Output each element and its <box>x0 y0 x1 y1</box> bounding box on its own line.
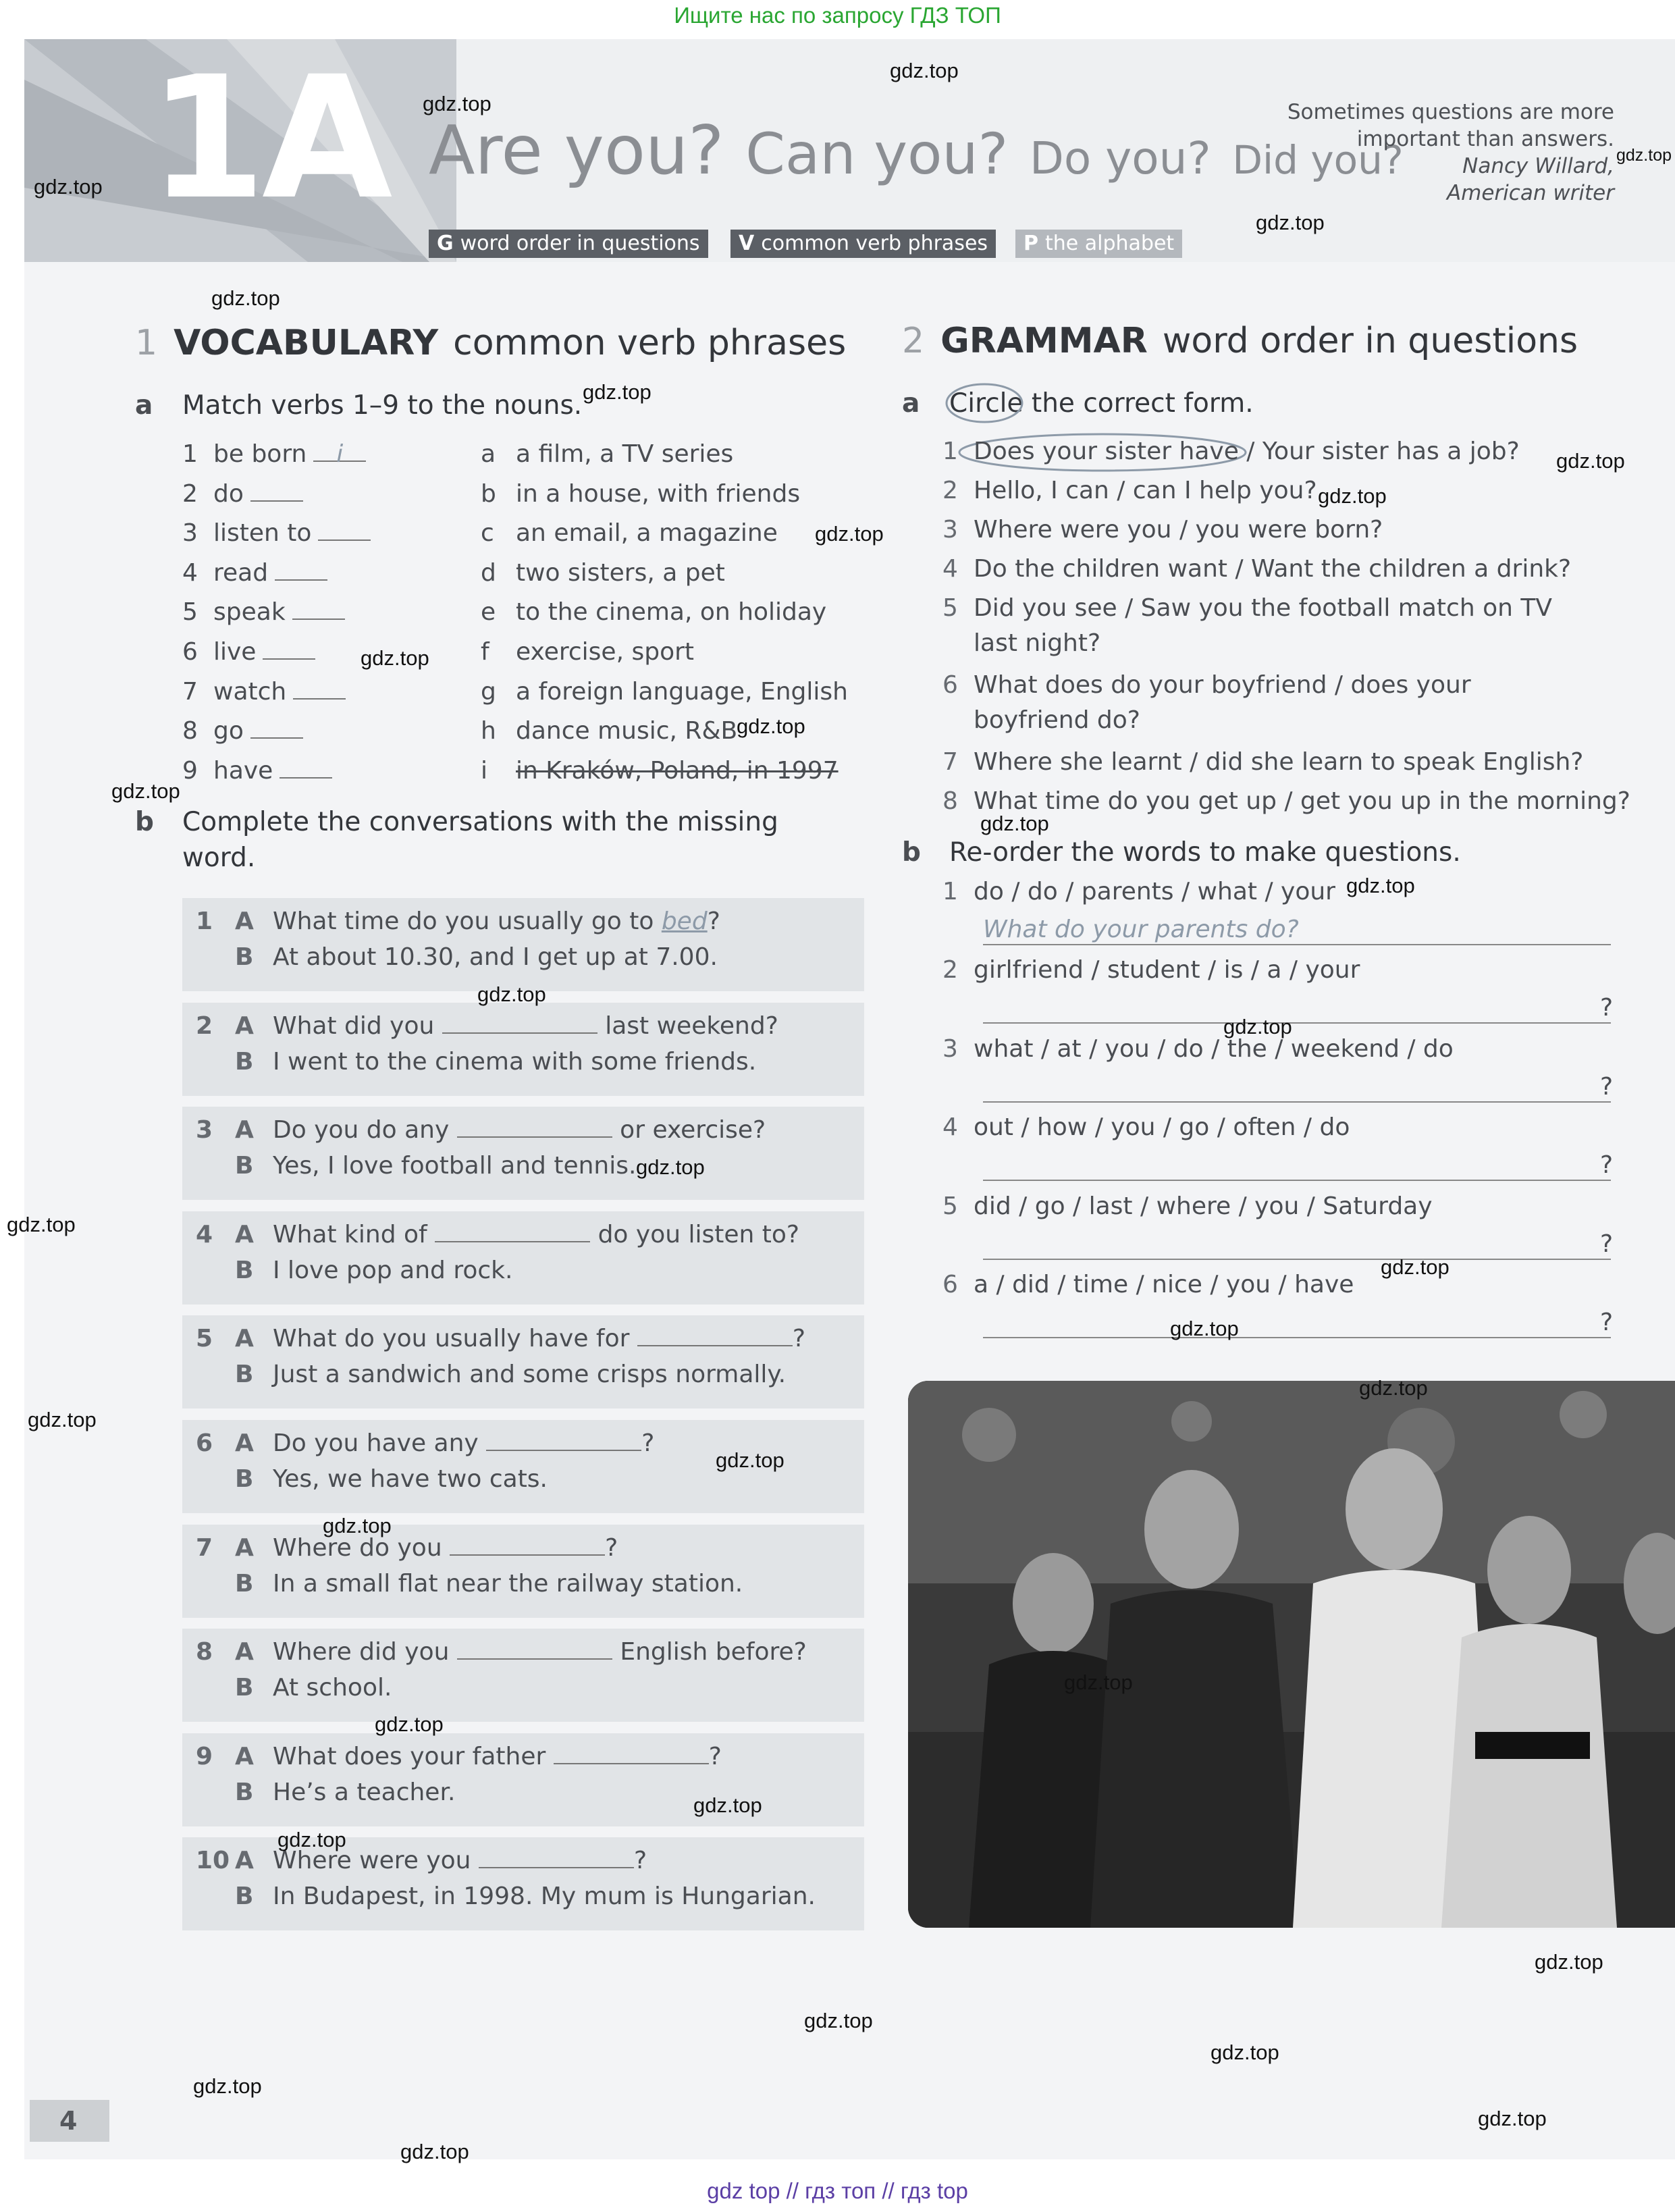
answer-blank[interactable] <box>486 1431 641 1451</box>
watermark: gdz.top <box>211 286 280 310</box>
question-text-end: ? <box>707 907 720 935</box>
question-text-end: last weekend? <box>597 1012 778 1040</box>
item-number: 1 <box>942 878 958 905</box>
conversation-box <box>182 1315 864 1408</box>
conversation-line-a <box>196 1012 778 1040</box>
speaker-b-label: B <box>235 1361 254 1388</box>
noun-text: an email, a magazine <box>516 519 778 547</box>
grammar-item <box>942 516 1383 544</box>
item-number: 7 <box>942 748 958 776</box>
exercise-letter: b <box>902 837 921 868</box>
watermark: gdz.top <box>193 2074 262 2098</box>
words-text: what / at / you / do / the / weekend / do <box>974 1035 1454 1063</box>
instruction-text: Re-order the words to make questions. <box>949 837 1461 868</box>
question-text-start: What kind of <box>273 1221 435 1248</box>
conversation-number: 1 <box>196 907 213 935</box>
item-text: Do the children want / Want the children a drink? <box>974 555 1572 583</box>
speaker-a-label: A <box>235 1221 254 1248</box>
tag-text: the alphabet <box>1045 232 1175 255</box>
verb-number: 8 <box>182 717 198 745</box>
answer-blank[interactable] <box>457 1117 612 1138</box>
quote-author: Nancy Willard, <box>1462 154 1614 178</box>
grammar-item-continued: last night? <box>974 629 1101 657</box>
instruction-text: Complete the conversations with the missing <box>182 807 778 837</box>
watermark: gdz.top <box>693 1793 762 1817</box>
noun-letter: h <box>481 717 496 745</box>
words-text: do / do / parents / what / your <box>974 878 1335 905</box>
item-number: 8 <box>942 787 958 815</box>
speaker-a-label: A <box>235 1534 254 1562</box>
verb-answer-blank[interactable] <box>292 598 345 620</box>
grammar-item <box>942 477 1317 504</box>
watermark: gdz.top <box>1616 146 1672 165</box>
tag-letter: V <box>739 232 755 255</box>
section-number: 1 <box>135 323 158 363</box>
question-text-start: Do you do any <box>273 1116 457 1144</box>
noun-letter: g <box>481 678 496 706</box>
answer-blank[interactable] <box>442 1013 597 1034</box>
watermark: gdz.top <box>890 59 959 82</box>
circle-mark-annotation <box>944 381 1025 425</box>
conversation-number: 4 <box>196 1221 213 1248</box>
verb-row <box>182 559 327 587</box>
item-number: 6 <box>942 1271 958 1298</box>
conversation-box <box>182 1003 864 1096</box>
words-text: girlfriend / student / is / a / your <box>974 956 1360 984</box>
reorder-words <box>942 1113 1350 1141</box>
watermark: gdz.top <box>815 522 884 546</box>
noun-letter: c <box>481 519 494 547</box>
verb-number: 9 <box>182 757 198 785</box>
speaker-b-label: B <box>235 1570 254 1598</box>
question-text-start: Where did you <box>273 1638 457 1666</box>
watermark: gdz.top <box>1535 1950 1603 1974</box>
noun-text: two sisters, a pet <box>516 559 725 587</box>
conversation-line-a <box>196 907 720 935</box>
verb-row <box>182 717 303 745</box>
vocab-exercise-b-instruction-line-2: word. <box>182 843 256 873</box>
item-text: Did you see / Saw you the football match on TV <box>974 594 1552 622</box>
quote-author-role: American writer <box>1446 181 1614 205</box>
friends-photo-illustration <box>908 1381 1675 1928</box>
words-text: did / go / last / where / you / Saturday <box>974 1192 1433 1220</box>
verb-text: speak <box>213 598 286 626</box>
reorder-words <box>942 956 1360 984</box>
grammar-item-continued: boyfriend do? <box>974 706 1140 734</box>
conversation-line-b <box>196 1779 455 1806</box>
quote-line-2: important than answers. <box>1356 127 1614 151</box>
conversation-line-b <box>196 1152 636 1180</box>
instruction-text: Circle the correct form. <box>949 388 1254 419</box>
verb-answer-blank[interactable] <box>250 480 303 502</box>
conversation-number: 8 <box>196 1638 213 1666</box>
section-number: 2 <box>902 321 925 361</box>
instruction-text: Match verbs 1–9 to the nouns. <box>182 390 583 421</box>
question-text-start: Where do you <box>273 1534 450 1562</box>
watermark: gdz.top <box>28 1408 97 1431</box>
conversation-number: 7 <box>196 1534 213 1562</box>
watermark: gdz.top <box>1064 1670 1133 1694</box>
speaker-b-label: B <box>235 1674 254 1702</box>
speaker-a-label: A <box>235 907 254 935</box>
vocab-exercise-a-instruction <box>135 390 582 421</box>
question-text-start: Do you have any <box>273 1429 487 1457</box>
response-text: Yes, we have two cats. <box>273 1465 548 1493</box>
question-text-end: ? <box>641 1429 655 1457</box>
response-text: At about 10.30, and I get up at 7.00. <box>273 943 718 971</box>
speaker-a-label: A <box>235 1743 254 1770</box>
watermark: gdz.top <box>1318 484 1387 508</box>
noun-row <box>481 559 725 587</box>
title-part-2: Can you? <box>745 121 1009 187</box>
verb-number: 6 <box>182 638 198 666</box>
conversation-line-b <box>196 1674 392 1702</box>
question-mark: ? <box>1600 1230 1614 1258</box>
watermark: gdz.top <box>1223 1015 1292 1038</box>
noun-row <box>481 638 694 666</box>
conversation-box <box>182 1629 864 1722</box>
unit-number: 1A <box>149 40 389 236</box>
speaker-b-label: B <box>235 1257 254 1284</box>
speaker-a-label: A <box>235 1429 254 1457</box>
conversation-number: 9 <box>196 1743 213 1770</box>
conversation-line-a <box>196 1325 805 1352</box>
tag-letter: G <box>437 232 454 255</box>
tag-vocabulary <box>730 230 996 258</box>
answer-line[interactable] <box>983 1022 1611 1024</box>
grammar-item <box>942 555 1571 583</box>
conversation-line-b <box>196 1048 756 1076</box>
title-part-4: Did you? <box>1232 137 1404 183</box>
answer-line[interactable] <box>983 944 1611 945</box>
watermark: gdz.top <box>1170 1317 1239 1340</box>
verb-row <box>182 678 346 706</box>
verb-answer-blank[interactable] <box>250 717 303 739</box>
conversation-line-a <box>196 1116 766 1144</box>
question-mark: ? <box>1600 1073 1614 1101</box>
noun-row <box>481 717 737 745</box>
answer-line[interactable] <box>983 1180 1611 1181</box>
item-text: Where were you / you were born? <box>974 516 1383 544</box>
item-number: 1 <box>942 438 958 465</box>
verb-row <box>182 638 315 666</box>
question-text-start: What did you <box>273 1012 442 1040</box>
question-text-end: English before? <box>612 1638 807 1666</box>
response-text: Yes, I love football and tennis. <box>273 1152 637 1180</box>
speaker-a-label: A <box>235 1325 254 1352</box>
grammar-item <box>942 748 1583 776</box>
item-number: 5 <box>942 594 958 622</box>
noun-letter: d <box>481 559 496 587</box>
conversation-line-a <box>196 1743 722 1770</box>
noun-letter: i <box>481 757 488 785</box>
verb-number: 7 <box>182 678 198 706</box>
conversation-box <box>182 1107 864 1200</box>
answer-blank[interactable] <box>450 1535 605 1556</box>
conversation-box <box>182 1211 864 1305</box>
item-text: What time do you get up / get you up in the morning? <box>974 787 1630 815</box>
response-text: Just a sandwich and some crisps normally. <box>273 1361 787 1388</box>
header-search-link[interactable]: Ищите нас по запросу ГДЗ ТОП <box>674 3 1001 28</box>
question-text-start: What time do you usually go to <box>273 907 662 935</box>
question-text-start: What do you usually have for <box>273 1325 637 1352</box>
verb-number: 1 <box>182 440 198 468</box>
answer-line[interactable] <box>983 1259 1611 1260</box>
tag-text: common verb phrases <box>761 232 988 255</box>
question-text-end: ? <box>633 1847 647 1874</box>
watermark: gdz.top <box>1556 449 1625 473</box>
item-number: 2 <box>942 477 958 504</box>
conversation-number: 6 <box>196 1429 213 1457</box>
watermark: gdz.top <box>636 1155 705 1179</box>
question-text-start: What does your father <box>273 1743 554 1770</box>
noun-letter: a <box>481 440 496 468</box>
conversation-line-b <box>196 1257 512 1284</box>
watermark: gdz.top <box>1381 1255 1450 1279</box>
quote-line-1: Sometimes questions are more <box>1287 100 1614 124</box>
question-text-end: do you listen to? <box>590 1221 800 1248</box>
reorder-words <box>942 1271 1354 1298</box>
verb-number: 2 <box>182 480 198 508</box>
response-text: In a small flat near the railway station. <box>273 1570 743 1598</box>
verb-number: 5 <box>182 598 198 626</box>
noun-text: to the cinema, on holiday <box>516 598 827 626</box>
section-keyword: VOCABULARY <box>174 323 439 363</box>
response-text: I went to the cinema with some friends. <box>273 1048 757 1076</box>
watermark: gdz.top <box>1359 1376 1428 1400</box>
conversation-line-a <box>196 1534 618 1562</box>
conversation-box <box>182 1525 864 1618</box>
verb-answer-blank[interactable]: i <box>313 440 366 462</box>
grammar-exercise-b-instruction <box>902 837 1461 868</box>
words-text: a / did / time / nice / you / have <box>974 1271 1354 1298</box>
answer-blank[interactable] <box>435 1222 590 1242</box>
speaker-a-label: A <box>235 1847 254 1874</box>
footer-links[interactable]: gdz top // гдз топ // гдз top <box>707 2178 968 2203</box>
conversation-line-b <box>196 1361 786 1388</box>
conversation-line-a <box>196 1638 807 1666</box>
speaker-b-label: B <box>235 1465 254 1493</box>
exercise-letter: a <box>902 388 920 419</box>
words-text: out / how / you / go / often / do <box>974 1113 1350 1141</box>
watermark: gdz.top <box>804 2009 873 2032</box>
watermark: gdz.top <box>7 1213 76 1236</box>
noun-row <box>481 440 733 468</box>
item-number: 3 <box>942 516 958 544</box>
tag-text: word order in questions <box>460 232 700 255</box>
quote-block <box>1287 99 1614 207</box>
tag-letter: P <box>1023 232 1038 255</box>
watermark: gdz.top <box>423 92 491 115</box>
watermark: gdz.top <box>323 1514 392 1537</box>
conversation-line-b <box>196 1465 548 1493</box>
conversation-line-a <box>196 1429 654 1457</box>
conversation-number: 5 <box>196 1325 213 1352</box>
answer-blank[interactable] <box>479 1848 634 1868</box>
question-text-end: or exercise? <box>612 1116 766 1144</box>
verb-text: go <box>213 717 244 745</box>
conversation-number: 2 <box>196 1012 213 1040</box>
grammar-item <box>942 594 1552 622</box>
noun-letter: e <box>481 598 496 626</box>
watermark: gdz.top <box>361 646 429 670</box>
conversation-number: 10 <box>196 1847 230 1874</box>
watermark: gdz.top <box>1346 874 1415 897</box>
verb-text: watch <box>213 678 287 706</box>
noun-row <box>481 678 848 706</box>
vocabulary-heading <box>135 323 846 363</box>
item-text: What does do your boyfriend / does your <box>974 671 1471 699</box>
watermark: gdz.top <box>375 1712 444 1736</box>
answer-blank[interactable] <box>554 1744 709 1764</box>
answer-line[interactable] <box>983 1101 1611 1103</box>
grammar-item <box>942 787 1630 815</box>
watermark: gdz.top <box>477 982 546 1006</box>
speaker-b-label: B <box>235 1779 254 1806</box>
vocab-exercise-b-instruction <box>135 807 778 837</box>
noun-row <box>481 598 826 626</box>
response-text: He’s a teacher. <box>273 1779 456 1806</box>
verb-answer-blank[interactable] <box>263 638 315 660</box>
conversation-number: 3 <box>196 1116 213 1144</box>
section-topic: word order in questions <box>1162 321 1578 361</box>
conversation-line-b <box>196 1570 743 1598</box>
speaker-a-label: A <box>235 1012 254 1040</box>
answer-blank[interactable] <box>637 1326 793 1346</box>
item-number: 4 <box>942 555 958 583</box>
noun-text: in a house, with friends <box>516 480 801 508</box>
verb-text: do <box>213 480 244 508</box>
title-part-3: Do you? <box>1030 132 1211 184</box>
verb-row <box>182 519 371 547</box>
friends-photo <box>908 1381 1675 1928</box>
noun-text: a film, a TV series <box>516 440 734 468</box>
verb-row <box>182 757 332 785</box>
speaker-b-label: B <box>235 1048 254 1076</box>
answer-line[interactable] <box>983 1337 1611 1338</box>
verb-text: be born <box>213 440 307 468</box>
noun-letter: f <box>481 638 489 666</box>
noun-text: in Kraków, Poland, in 1997 <box>516 757 839 785</box>
grammar-item <box>942 671 1471 699</box>
noun-row <box>481 480 800 508</box>
question-text-end: ? <box>792 1325 805 1352</box>
reorder-words <box>942 1192 1433 1220</box>
noun-row <box>481 757 839 785</box>
item-number: 5 <box>942 1192 958 1220</box>
example-answer: What do your parents do? <box>983 916 1299 943</box>
response-text: In Budapest, in 1998. My mum is Hungarian. <box>273 1882 816 1910</box>
title-part-1: Are you? <box>429 111 724 190</box>
verb-number: 3 <box>182 519 198 547</box>
grammar-item <box>942 438 1520 465</box>
question-mark: ? <box>1600 994 1614 1022</box>
verb-number: 4 <box>182 559 198 587</box>
watermark: gdz.top <box>980 812 1049 835</box>
question-text-end: ? <box>605 1534 618 1562</box>
verb-answer-blank[interactable] <box>275 559 327 581</box>
item-text: Does your sister have / Your sister has a job? <box>974 438 1520 465</box>
watermark: gdz.top <box>34 175 103 199</box>
verb-text: read <box>213 559 269 587</box>
verb-row <box>182 598 345 626</box>
verb-text: have <box>213 757 273 785</box>
item-number: 4 <box>942 1113 958 1141</box>
noun-row <box>481 519 778 547</box>
item-number: 3 <box>942 1035 958 1063</box>
conversation-line-b <box>196 1882 816 1910</box>
page-number: 4 <box>30 2100 109 2142</box>
answer-blank[interactable] <box>457 1639 612 1660</box>
tag-pronunciation <box>1015 230 1182 258</box>
speaker-b-label: B <box>235 1152 254 1180</box>
item-text: Hello, I can / can I help you? <box>974 477 1317 504</box>
watermark: gdz.top <box>716 1448 785 1472</box>
tag-grammar <box>429 230 708 258</box>
item-text: Where she learnt / did she learn to speak English? <box>974 748 1584 776</box>
response-text: I love pop and rock. <box>273 1257 513 1284</box>
reorder-words <box>942 878 1335 905</box>
noun-letter: b <box>481 480 496 508</box>
noun-text: a foreign language, English <box>516 678 848 706</box>
question-text-end: ? <box>708 1743 722 1770</box>
speaker-a-label: A <box>235 1638 254 1666</box>
question-text-start: Where were you <box>273 1847 479 1874</box>
speaker-b-label: B <box>235 943 254 971</box>
unit-title <box>429 113 1404 197</box>
speaker-a-label: A <box>235 1116 254 1144</box>
watermark: gdz.top <box>1211 2040 1279 2064</box>
section-topic: common verb phrases <box>453 323 847 363</box>
verb-text: live <box>213 638 257 666</box>
item-number: 2 <box>942 956 958 984</box>
watermark: gdz.top <box>1256 211 1325 234</box>
watermark: gdz.top <box>400 2140 469 2163</box>
answer-word: bed <box>661 907 708 935</box>
watermark: gdz.top <box>277 1828 346 1851</box>
conversation-line-b <box>196 943 718 971</box>
exercise-letter: b <box>135 807 154 837</box>
noun-text: exercise, sport <box>516 638 695 666</box>
reorder-words <box>942 1035 1454 1063</box>
conversation-box <box>182 898 864 991</box>
section-keyword: GRAMMAR <box>940 321 1148 361</box>
exercise-letter: a <box>135 390 153 421</box>
response-text: At school. <box>273 1674 392 1702</box>
verb-row <box>182 480 303 508</box>
conversation-line-a <box>196 1221 799 1248</box>
watermark: gdz.top <box>737 714 805 738</box>
grammar-heading <box>902 321 1578 361</box>
verb-answer-blank[interactable] <box>318 519 371 541</box>
conversation-line-a <box>196 1847 647 1874</box>
speaker-b-label: B <box>235 1882 254 1910</box>
verb-text: listen to <box>213 519 312 547</box>
verb-answer-blank[interactable] <box>280 757 332 779</box>
verb-row <box>182 440 366 468</box>
verb-answer-blank[interactable] <box>293 678 346 700</box>
noun-text: dance music, R&B <box>516 717 738 745</box>
item-number: 6 <box>942 671 958 699</box>
question-mark: ? <box>1600 1309 1614 1336</box>
watermark: gdz.top <box>111 779 180 803</box>
watermark: gdz.top <box>1478 2107 1547 2130</box>
question-mark: ? <box>1600 1151 1614 1179</box>
watermark: gdz.top <box>583 380 652 404</box>
